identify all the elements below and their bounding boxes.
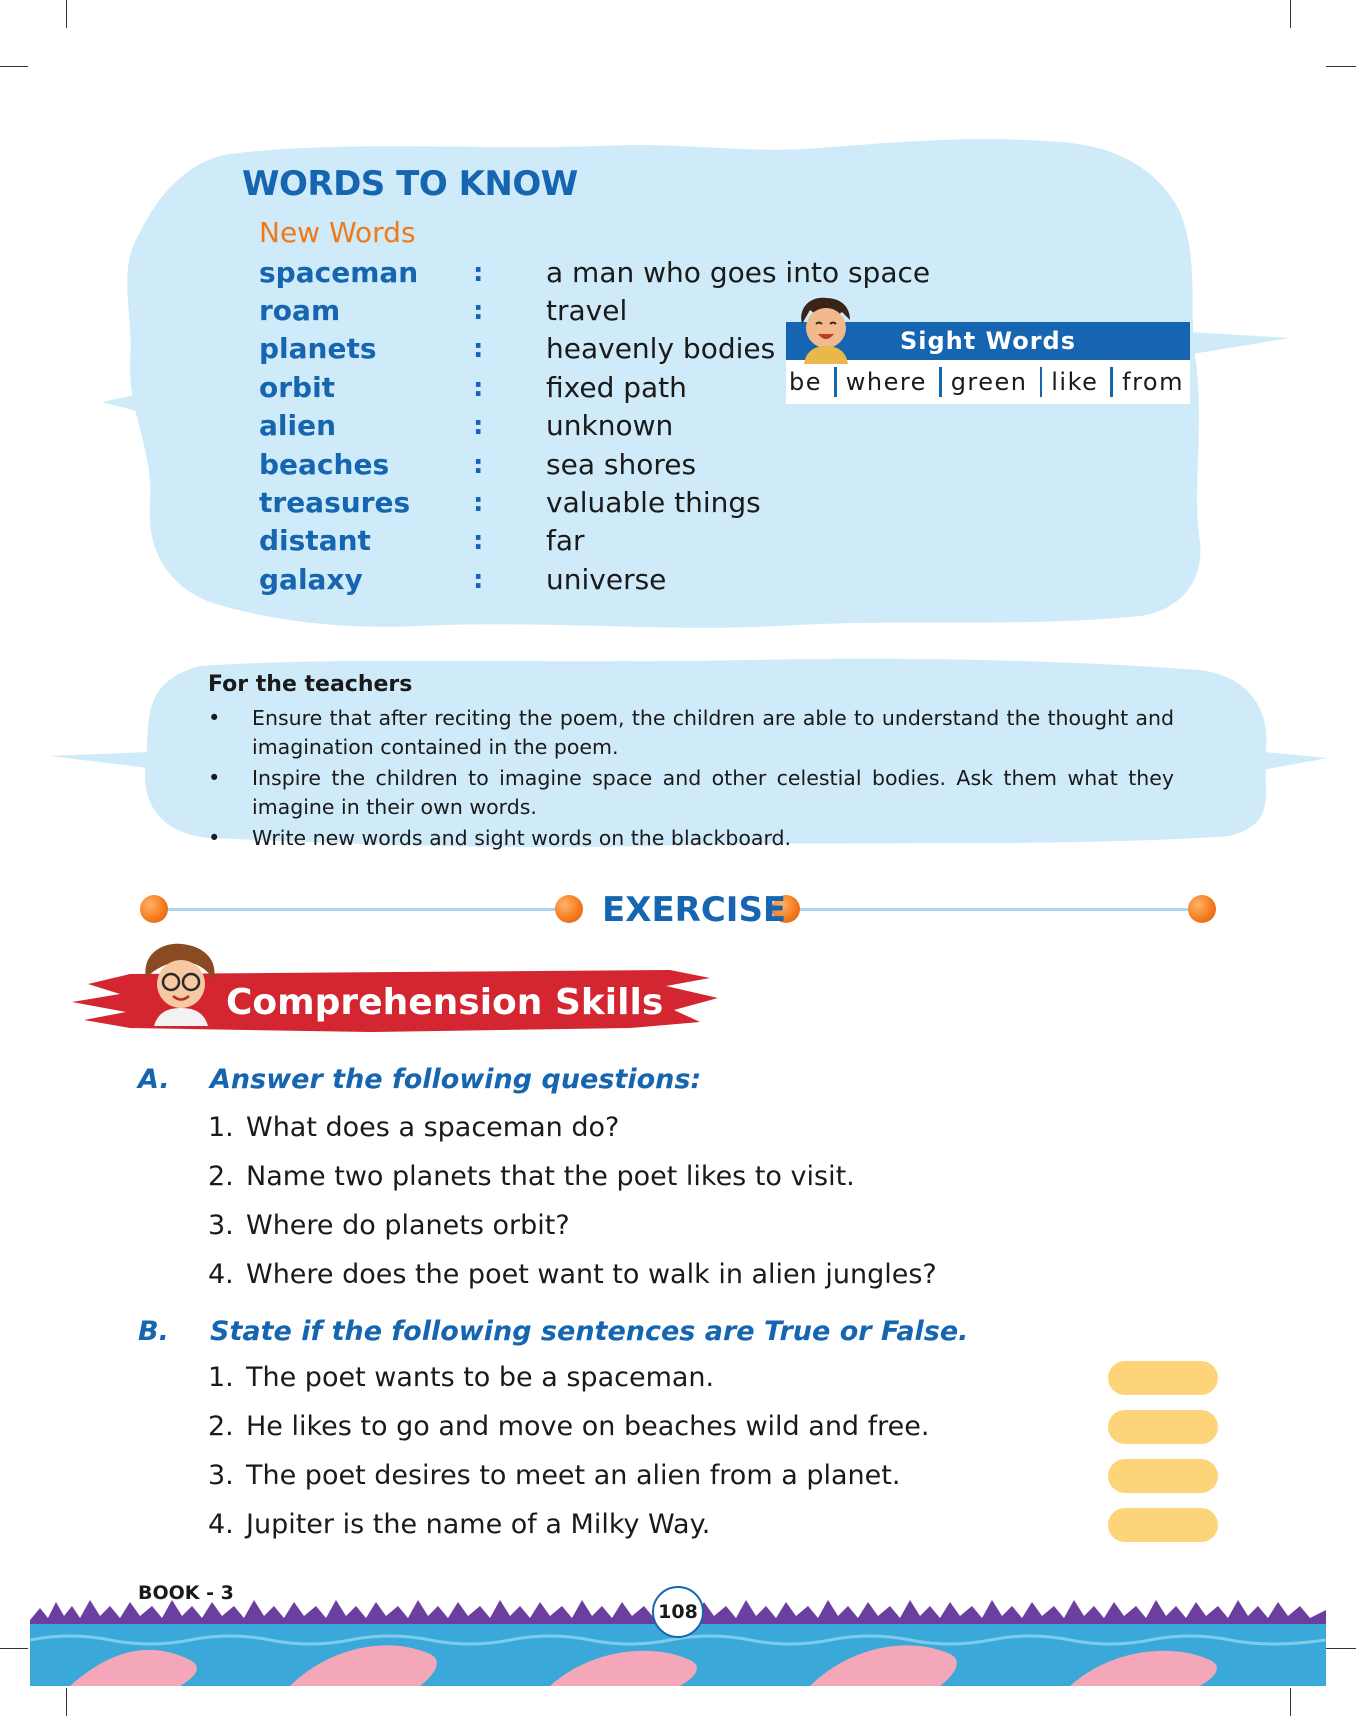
word-colon: : <box>473 450 484 480</box>
sight-word-separator <box>1040 367 1043 397</box>
section-b-title: State if the following sentences are True or False. <box>210 1316 969 1347</box>
sight-words-title: Sight Words <box>786 322 1190 360</box>
word-meaning: heavenly bodies <box>546 332 776 365</box>
book-label: BOOK - 3 <box>138 1582 234 1604</box>
exercise-divider-line <box>154 908 556 911</box>
sight-word-separator <box>1110 367 1113 397</box>
sight-word: from <box>1122 368 1184 396</box>
statement-number: 1. <box>208 1362 234 1393</box>
true-false-answer-box[interactable] <box>1108 1410 1218 1444</box>
section-a-letter: A. <box>138 1064 170 1095</box>
sight-word: like <box>1051 368 1099 396</box>
question-item <box>208 1112 619 1143</box>
sight-word: be <box>789 368 822 396</box>
true-false-answer-box[interactable] <box>1108 1361 1218 1395</box>
word-colon: : <box>473 258 484 288</box>
word-colon: : <box>473 565 484 595</box>
word-term: roam <box>259 294 341 327</box>
sight-word: where <box>845 368 927 396</box>
statement-text: The poet wants to be a spaceman. <box>246 1362 715 1393</box>
statement-number: 2. <box>208 1411 234 1442</box>
word-term: distant <box>259 524 371 557</box>
word-colon: : <box>473 488 484 518</box>
question-text: What does a spaceman do? <box>246 1112 620 1143</box>
statement-number: 4. <box>208 1509 234 1540</box>
word-term: galaxy <box>259 563 363 596</box>
word-meaning: universe <box>546 563 667 596</box>
question-number: 4. <box>208 1259 234 1290</box>
question-item <box>208 1210 570 1241</box>
sight-words-row <box>786 362 1190 402</box>
statement-number: 3. <box>208 1460 234 1491</box>
sight-word-separator <box>834 367 837 397</box>
crop-mark <box>0 1648 28 1649</box>
word-term: spaceman <box>259 256 419 289</box>
statement-item <box>208 1411 929 1442</box>
crop-mark <box>1290 1688 1291 1716</box>
teacher-note: Inspire the children to imagine space and other celestial bodies. Ask them what they imagine in their own words. <box>252 766 1174 819</box>
sight-word-separator <box>939 367 942 397</box>
word-meaning: unknown <box>546 409 674 442</box>
section-a-title: Answer the following questions: <box>210 1064 702 1095</box>
word-term: planets <box>259 332 377 365</box>
crop-mark <box>1326 66 1356 67</box>
exercise-title: EXERCISE <box>602 890 787 930</box>
bullet-point: • <box>208 766 221 790</box>
orange-dot-icon <box>555 895 583 923</box>
word-term: orbit <box>259 371 336 404</box>
word-meaning: a man who goes into space <box>546 256 931 289</box>
crop-mark <box>66 1688 67 1716</box>
question-item <box>208 1259 937 1290</box>
question-number: 2. <box>208 1161 234 1192</box>
girl-mascot-illustration <box>140 940 222 1026</box>
comprehension-skills-title: Comprehension Skills <box>226 982 664 1023</box>
word-meaning: far <box>546 524 585 557</box>
question-text: Name two planets that the poet likes to visit. <box>246 1161 855 1192</box>
question-item <box>208 1161 855 1192</box>
teacher-note: Ensure that after reciting the poem, the children are able to understand the thought and imagination contained in the poem. <box>252 706 1174 759</box>
word-meaning: fixed path <box>546 371 687 404</box>
crop-mark <box>0 66 28 67</box>
bullet-point: • <box>208 826 221 850</box>
section-b-letter: B. <box>138 1316 169 1347</box>
statement-text: He likes to go and move on beaches wild and free. <box>246 1411 930 1442</box>
word-colon: : <box>473 296 484 326</box>
sight-word: green <box>950 368 1028 396</box>
true-false-answer-box[interactable] <box>1108 1459 1218 1493</box>
bullet-point: • <box>208 706 221 730</box>
statement-item <box>208 1460 900 1491</box>
crop-mark <box>1326 1648 1356 1649</box>
word-term: alien <box>259 409 337 442</box>
page-number: 108 <box>652 1586 704 1638</box>
crop-mark <box>1290 0 1291 28</box>
word-meaning: travel <box>546 294 628 327</box>
statement-text: The poet desires to meet an alien from a planet. <box>246 1460 901 1491</box>
teacher-note: Write new words and sight words on the blackboard. <box>252 826 792 850</box>
word-colon: : <box>473 373 484 403</box>
statement-item <box>208 1509 710 1540</box>
question-number: 3. <box>208 1210 234 1241</box>
word-meaning: valuable things <box>546 486 761 519</box>
crop-mark <box>66 0 67 28</box>
exercise-divider-line <box>790 908 1202 911</box>
word-colon: : <box>473 411 484 441</box>
question-number: 1. <box>208 1112 234 1143</box>
words-to-know-title: WORDS TO KNOW <box>242 164 578 204</box>
word-term: treasures <box>259 486 411 519</box>
word-meaning: sea shores <box>546 448 697 481</box>
question-text: Where do planets orbit? <box>246 1210 570 1241</box>
orange-dot-icon <box>140 895 168 923</box>
statement-item <box>208 1362 714 1393</box>
true-false-answer-box[interactable] <box>1108 1508 1218 1542</box>
question-text: Where does the poet want to walk in alien jungles? <box>246 1259 937 1290</box>
statement-text: Jupiter is the name of a Milky Way. <box>246 1509 711 1540</box>
word-term: beaches <box>259 448 390 481</box>
boy-mascot-illustration <box>790 294 862 364</box>
word-colon: : <box>473 526 484 556</box>
orange-dot-icon <box>1188 895 1216 923</box>
word-colon: : <box>473 334 484 364</box>
teachers-title: For the teachers <box>208 672 413 697</box>
new-words-title: New Words <box>259 216 416 249</box>
